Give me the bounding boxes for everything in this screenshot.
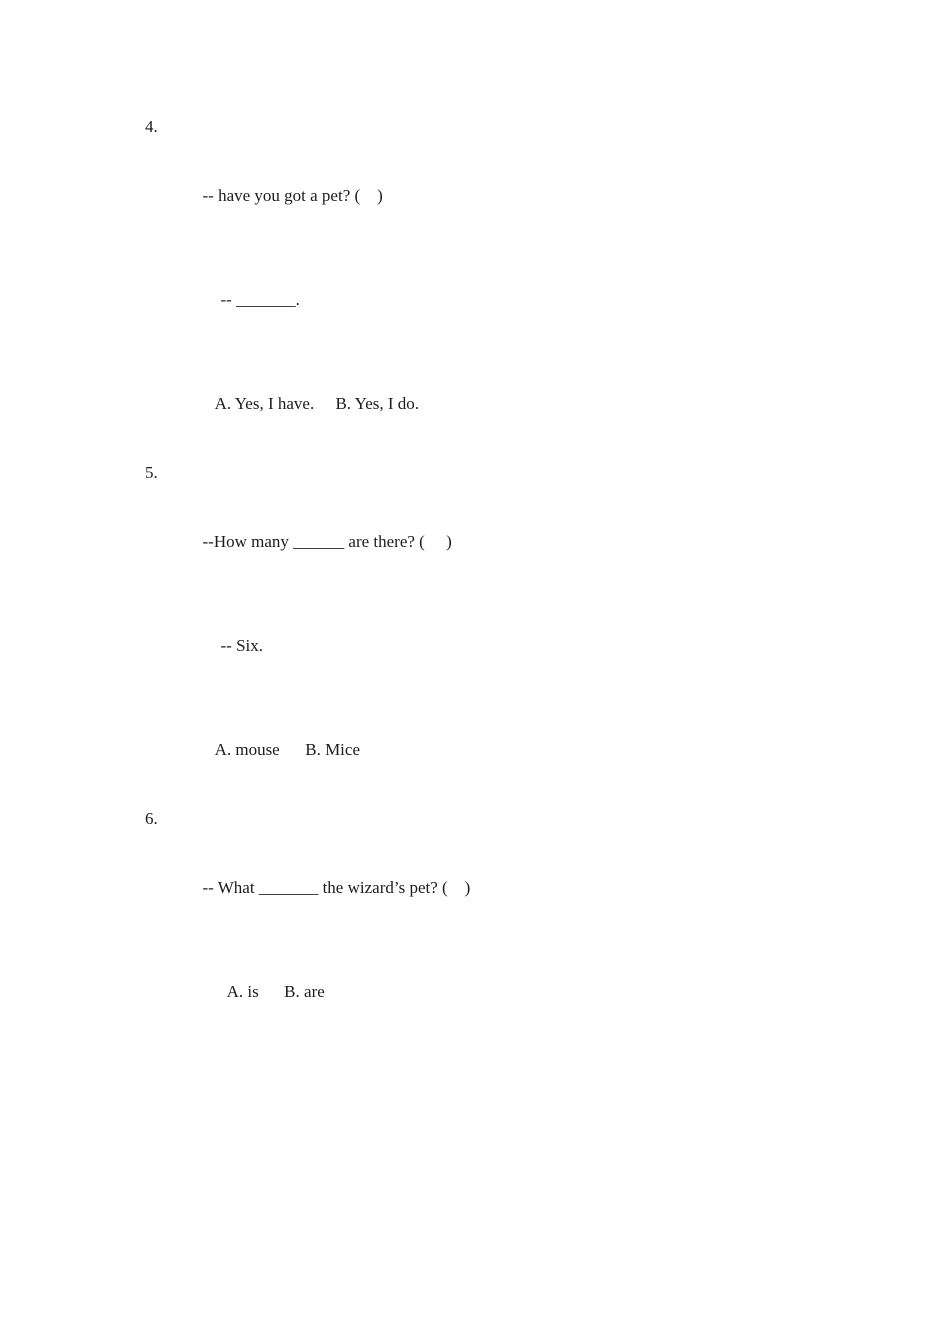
reply-text-5: -- Six. <box>220 635 263 655</box>
options-line-4 <box>143 352 470 456</box>
question-line-4 <box>143 110 470 248</box>
question-number-5: 5. <box>145 462 158 482</box>
options-line-6 <box>143 940 470 1044</box>
question-line-5 <box>143 456 470 594</box>
reply-line-5 <box>143 594 470 698</box>
question-number-6: 6. <box>145 808 158 828</box>
question-number-4: 4. <box>145 117 158 136</box>
options-line-5 <box>143 698 470 802</box>
question-text-6: -- What _______ the wizard’s pet? ( ) <box>202 878 471 898</box>
options-text-5: A. mouse B. Mice <box>214 739 360 759</box>
question-text-4: -- have you got a pet? ( ) <box>202 186 383 206</box>
answer-blank-text-4: -- _______. <box>220 289 300 309</box>
options-text-4: A. Yes, I have. B. Yes, I do. <box>214 393 420 413</box>
answer-blank-line-4 <box>143 248 470 352</box>
question-text-5: --How many ______ are there? ( ) <box>202 532 452 552</box>
question-line-6 <box>143 802 470 940</box>
questions-list <box>143 110 470 1044</box>
options-text-6: A. is B. are <box>226 981 325 1001</box>
